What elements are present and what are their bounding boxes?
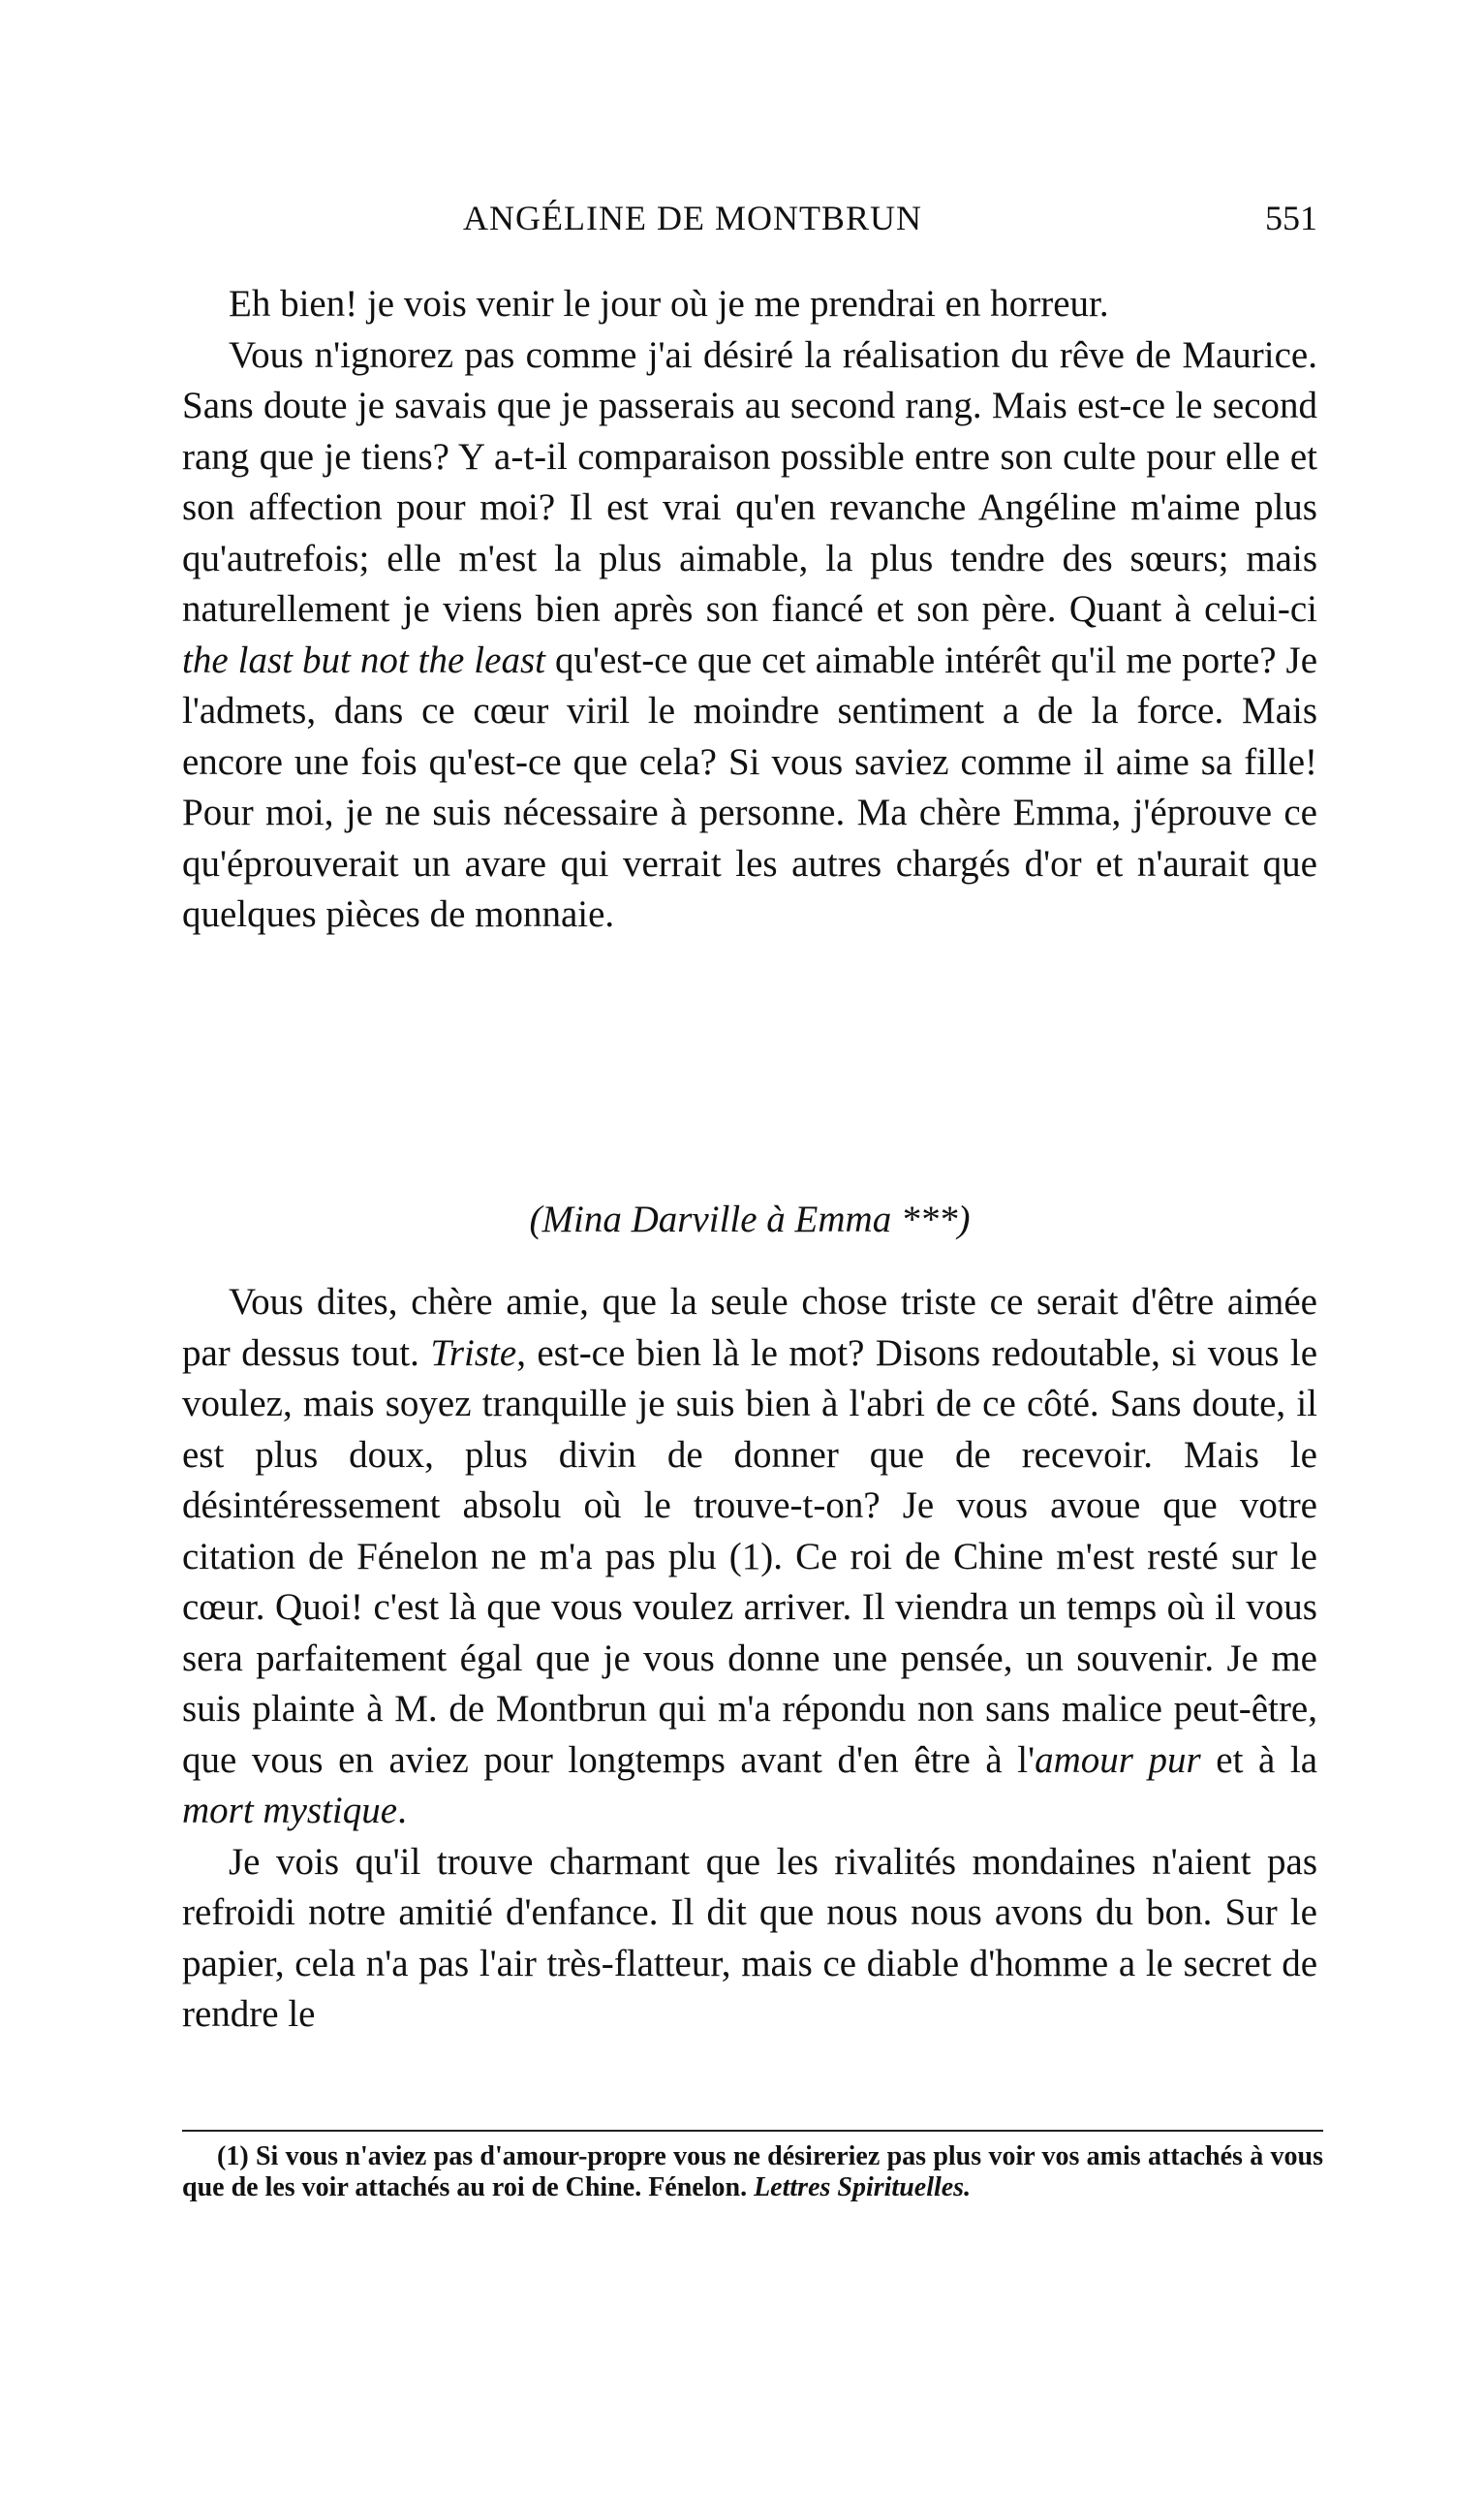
footnote-body: (1) Si vous n'aviez pas d'amour-propre vous ne désireriez pas plus voir vos amis attachés à vous que de les voir attachés au roi de Chine. Fénelon.	[182, 2141, 1323, 2202]
page-header	[184, 198, 1317, 244]
paragraph	[182, 1277, 1317, 1837]
emphasized-phrase: the last but not the least	[182, 639, 545, 681]
paragraph: Je vois qu'il trouve charmant que les rivalités mondaines n'aient pas refroidi notre amitié d'enfance. Il dit que nous nous avons du bon. Sur le papier, cela n'a pas l'air très-flatteur, mais ce diable d'homme a le secret de rendre le	[182, 1840, 1317, 2035]
emphasized-phrase: amour pur	[1035, 1738, 1201, 1781]
footnote	[182, 2141, 1323, 2203]
paragraph-text: qu'est-ce que cet aimable intérêt qu'il me porte? Je l'admets, dans ce cœur viril le moindre sentiment a de la force. Mais encore une fois qu'est-ce que cela? Si vous saviez comme il aime sa fille! Pour moi, je ne suis nécessaire à personne. Ma chère Emma, j'éprouve ce qu'éprouverait un avare qui verrait les autres chargés d'or et n'aurait que quelques pièces de monnaie.	[182, 639, 1318, 935]
letter-heading: (Mina Darville à Emma ***)	[529, 1199, 971, 1240]
footnote-source: Lettres Spirituelles.	[754, 2172, 972, 2202]
letter-body-second	[182, 1277, 1317, 2041]
footnote-text	[182, 2141, 1323, 2203]
page-number: 551	[1265, 199, 1317, 237]
paragraph: Eh bien! je vois venir le jour où je me prendrai en horreur.	[229, 283, 1109, 325]
paragraph-text: Vous dites, chère amie, que la seule chose triste ce serait d'être aimée par dessus tout.	[182, 1281, 1317, 1374]
running-title: ANGÉLINE DE MONTBRUN	[463, 199, 922, 237]
emphasized-phrase: mort mystique	[182, 1790, 398, 1831]
emphasized-word: Triste	[430, 1331, 517, 1374]
paragraph-text: , est-ce bien là le mot? Disons redoutable, si vous le voulez, mais soyez tranquille je suis bien à l'abri de ce côté. Sans doute, il est plus doux, plus divin de donner que de recevoir. Mais le désintéressement absolu où le trouve-t-on? Je vous avoue que votre citation de Fénelon ne m'a pas plu (1). Ce roi de Chine m'est resté sur le cœur. Quoi! c'est là que vous voulez arriver. Il viendra un temps où il vous sera parfaitement égal que je vous donne une pensée, un souvenir. Je me suis plainte à M. de Montbrun qui m'a répondu non sans malice peut-être, que vous en aviez pour longtemps avant d'en être à l'	[182, 1331, 1317, 1781]
paragraph-text: et à la	[1200, 1738, 1317, 1781]
footnote-divider	[182, 2130, 1323, 2132]
paragraph-text: Vous n'ignorez pas comme j'ai désiré la réalisation du rêve de Maurice. Sans doute je savais que je passerais au second rang. Mais est-ce le second rang que je tiens? Y a-t-il comparaison possible entre son culte pour elle et son affection pour moi? Il est vrai qu'en revanche Angéline m'aime plus qu'autrefois; elle m'est la plus aimable, la plus tendre des sœurs; mais naturellement je viens bien après son fiancé et son père. Quant à celui-ci	[182, 333, 1317, 630]
letter-body-first	[182, 279, 1317, 941]
paragraph	[182, 330, 1317, 941]
paragraph-text: .	[397, 1790, 407, 1831]
